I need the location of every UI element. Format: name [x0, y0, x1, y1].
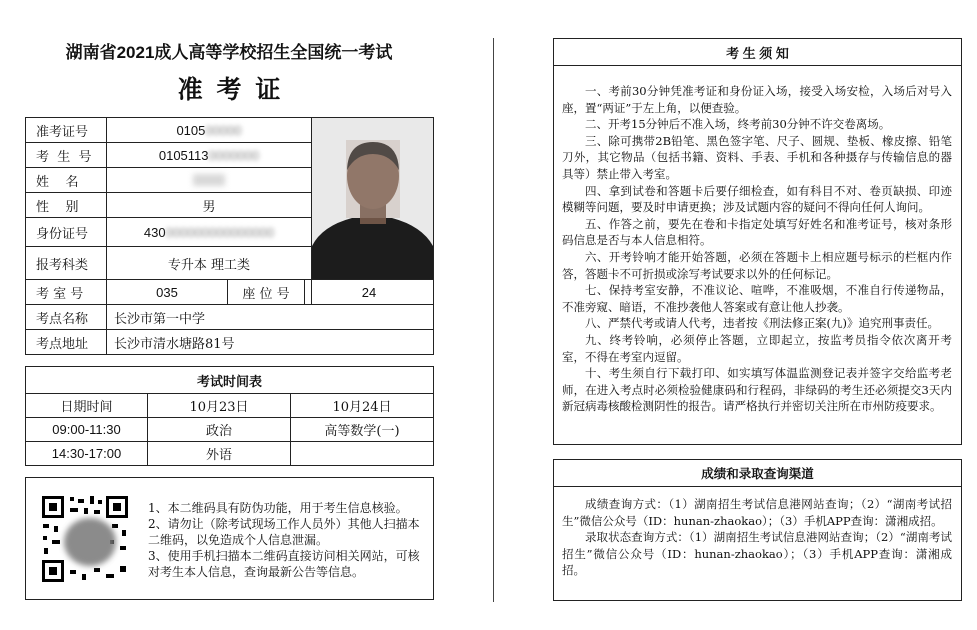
site-value: 长沙市第一中学 — [114, 311, 206, 327]
notice-title: 考 生 须 知 — [726, 45, 789, 61]
info-table — [25, 117, 434, 355]
query-body — [562, 496, 952, 579]
schedule-title: 考试时间表 — [196, 373, 262, 389]
notice-item: 十、考生须自行下载打印、如实填写体温监测登记表并签字交给监考老师，在进入考点时必须检验健康码和行程码，非绿码的考生还必须提交3天内新冠病毒核酸检测阴性的报告。请严格执行并密切关注所在市州防疫要求。 — [562, 366, 952, 414]
name-value-redacted — [107, 168, 311, 192]
notice-item: 六、开考铃响才能开始答题，必须在答题卡上相应题号标示的栏框内作答，答题卡不可折损或涂写考试要求以外的任何标记。 — [562, 249, 952, 281]
notice-box — [553, 38, 962, 445]
seat-value: 24 — [361, 284, 377, 300]
schedule-cell: 政治 — [205, 424, 232, 439]
notice-item: 一、考前30分钟凭准考证和身份证入场，接受入场安检，入场后对号入座，置“两证”于左上角，以便查验。 — [562, 84, 952, 115]
room-label: 考 室 号 — [36, 286, 84, 302]
name-label: 姓 名 — [36, 174, 79, 190]
notice-item: 八、严禁代考或请人代考，违者按《刑法修正案(九)》追究刑事责任。 — [585, 316, 939, 331]
exam-no-label: 准考证号 — [36, 124, 89, 140]
candidate-photo — [312, 118, 433, 279]
room-value: 035 — [156, 284, 178, 300]
card-title: 湖南省2021成人高等学校招生全国统一考试 — [65, 42, 393, 62]
site-label: 考点名称 — [36, 311, 89, 327]
gender-value: 男 — [202, 199, 216, 215]
student-no-label: 考 生 号 — [36, 149, 92, 165]
seat-label: 座 位 号 — [242, 286, 290, 302]
schedule-header-time: 日期时间 — [60, 400, 113, 415]
notice-item: 二、开考15分钟后不准入场，终考前30分钟不许交卷离场。 — [585, 117, 891, 132]
subject-value: 专升本 理工类 — [167, 257, 251, 273]
qr-note: 3、使用手机扫描本二维码直接访问相关网站，可核对考生本人信息，查询最新公告等信息。 — [148, 549, 420, 579]
notice-item: 三、除可携带2B铅笔、黑色签字笔、尺子、圆规、垫板、橡皮擦、铅笔刀外，其它物品（包括书籍、资料、手表、手机和各种摄存与传输信息的器具等）禁止带入考室。 — [562, 133, 952, 181]
qr-code — [40, 494, 130, 584]
query-paragraph: 录取状态查询方式：（1）湖南招生考试信息港网站查询；（2）“湖南考试招生”微信公众号（ID：hunan-zhaokao）；（3）手机APP查询：潇湘成招。 — [562, 530, 952, 578]
address-label: 考点地址 — [36, 336, 89, 352]
address-value: 长沙市清水塘路81号 — [114, 336, 235, 352]
qr-note: 1、本二维码具有防伪功能，用于考生信息核验。 — [148, 501, 408, 515]
schedule-cell: 高等数学(一) — [324, 424, 400, 439]
schedule-header-day1: 10月23日 — [189, 400, 249, 415]
notice-item: 九、终考铃响，必须停止答题，立即起立，按监考员指令依次离开考室，不得在考室内逗留。 — [562, 332, 952, 364]
id-value: 430 000000000000000 — [143, 224, 275, 240]
notice-item: 七、保持考室安静，不准议论、喧哗，不准吸烟，不准自行传递物品，不准旁窥、暗语，不准抄袭他人答案或有意让他人抄袭。 — [562, 283, 952, 314]
schedule-row-time: 09:00-11:30 — [52, 422, 121, 437]
query-box — [553, 459, 962, 601]
gender-label: 性 别 — [36, 199, 79, 215]
schedule-cell: 外语 — [205, 448, 232, 463]
qr-section — [25, 477, 434, 600]
qr-notes — [148, 500, 424, 580]
query-paragraph: 成绩查询方式：（1）湖南招生考试信息港网站查询；（2）“湖南考试招生”微信公众号（ID：hunan-zhaokao）；（3）手机APP查询：潇湘成招。 — [562, 497, 952, 528]
notice-body — [562, 83, 952, 415]
exam-no-value: 0105 00000 — [176, 122, 242, 138]
id-label: 身份证号 — [36, 226, 89, 242]
schedule-row-time: 14:30-17:00 — [51, 446, 122, 461]
schedule-table — [25, 366, 434, 466]
qr-note: 2、请勿让（除考试现场工作人员外）其他人扫描本二维码，以免造成个人信息泄漏。 — [148, 517, 420, 547]
schedule-cell — [291, 442, 433, 465]
subject-label: 报考科类 — [36, 257, 89, 273]
query-title: 成绩和录取查询渠道 — [701, 467, 814, 481]
schedule-header-day2: 10月24日 — [332, 400, 392, 415]
notice-item: 五、作答之前，要先在卷和卡指定处填写好姓名和准考证号，核对条形码信息是否与本人信息相符。 — [562, 216, 952, 248]
notice-item: 四、拿到试卷和答题卡后要仔细检查，如有科目不对、卷页缺损、印迹模糊等问题，要及时申请更换；涉及试题内容的疑问不得向任何人询问。 — [562, 183, 952, 215]
fold-divider — [493, 38, 494, 602]
card-subtitle: 准 考 证 — [177, 76, 281, 104]
student-no-value: 0105113 0000000 — [158, 147, 260, 163]
